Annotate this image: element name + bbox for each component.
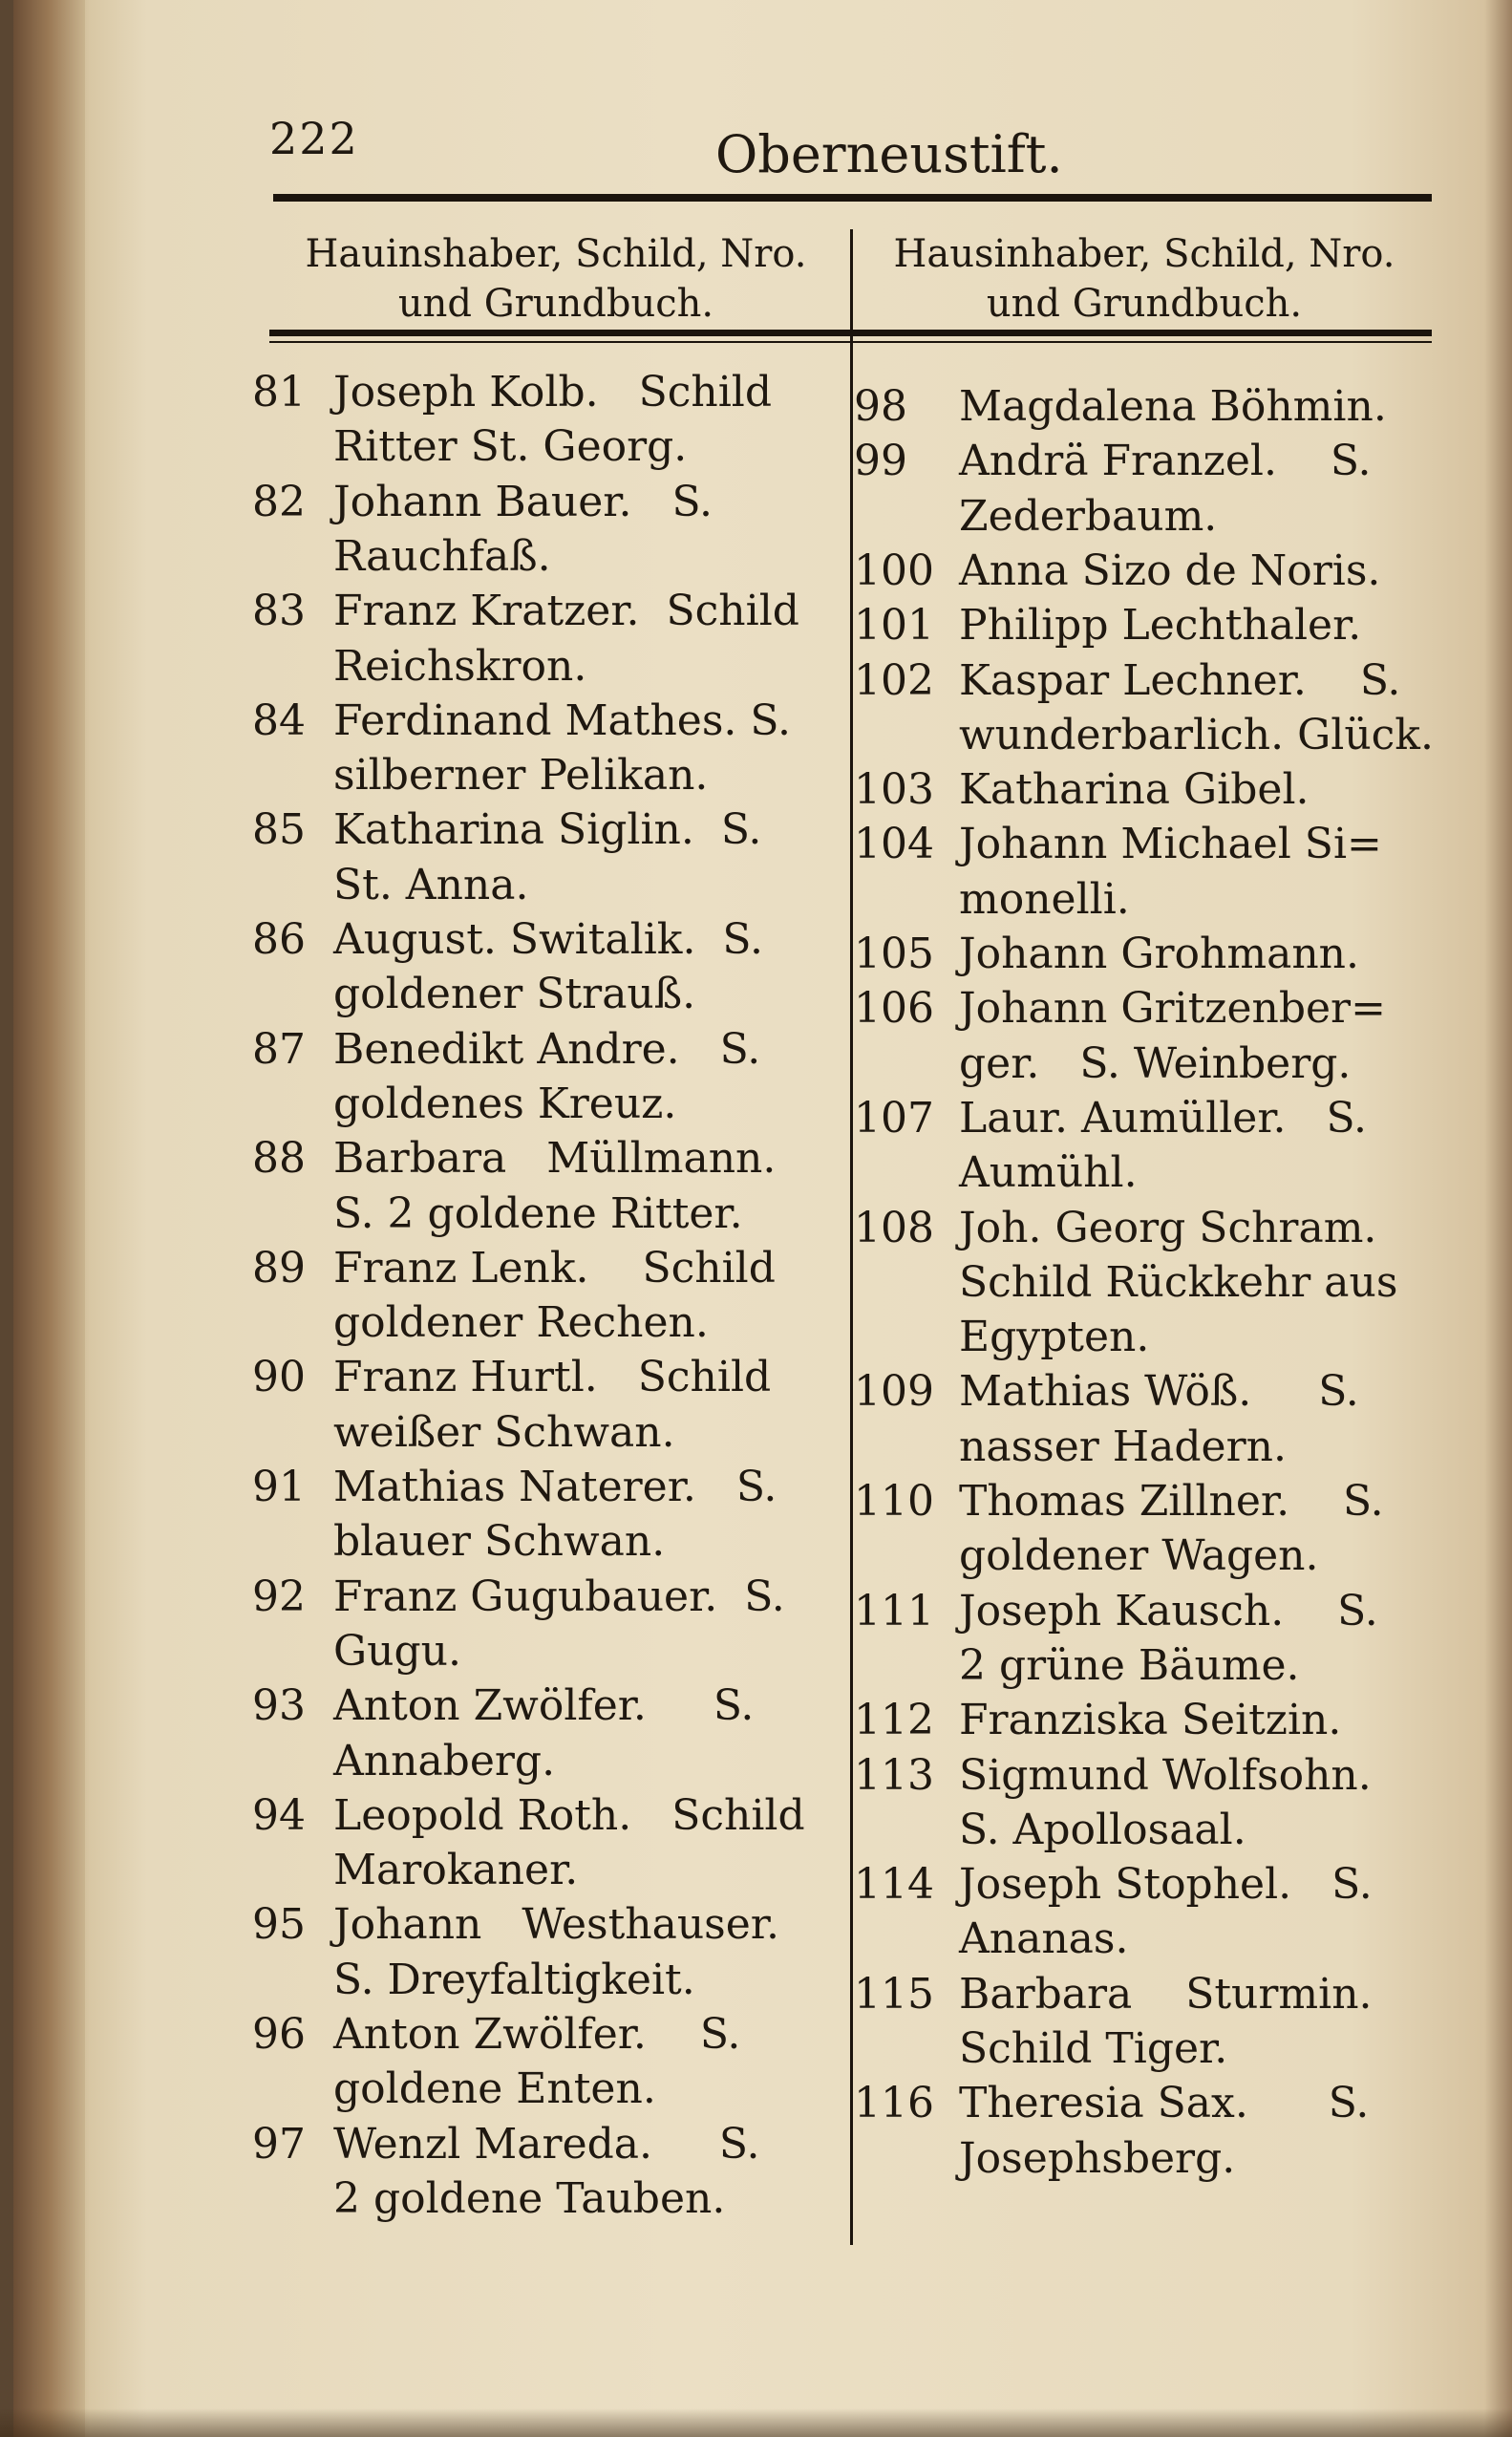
entry-text-line: Sigmund Wolfsohn.	[959, 1750, 1372, 1800]
entry-text-line: Anton Zwölfer. S.	[333, 1681, 755, 1731]
entry-text-line: goldenes Kreuz.	[333, 1079, 677, 1128]
entry-text-line: Thomas Zillner. S.	[959, 1477, 1384, 1526]
entry-text-line: Johann Bauer. S.	[333, 477, 713, 526]
top-rule	[273, 194, 1432, 202]
entry-text-line: monelli.	[959, 874, 1130, 924]
entry-number: 84	[252, 695, 306, 745]
column-header-left	[269, 229, 842, 329]
column-header-right-line: und Grundbuch.	[986, 282, 1303, 326]
entry-text-line: goldener Rechen.	[333, 1298, 709, 1348]
entry-text-line: Reichskron.	[333, 641, 587, 691]
entry-text-line: Theresia Sax. S.	[959, 2079, 1370, 2128]
entry-text-line: Franz Kratzer. Schild	[333, 587, 799, 636]
entry-number: 83	[252, 587, 306, 636]
entry-text-line: Johann Michael Si=	[959, 820, 1382, 869]
entry-number: 100	[854, 545, 934, 595]
column-header-left-line: und Grundbuch.	[397, 282, 714, 326]
entry-number: 97	[252, 2119, 306, 2169]
entry-text-line: Mathias Naterer. S.	[333, 1463, 777, 1511]
entry-text-line: wunderbarlich. Glück.	[959, 710, 1434, 759]
entry-number: 86	[252, 915, 306, 964]
entry-text-line: Katharina Gibel.	[959, 765, 1310, 815]
entry-number: 116	[854, 2079, 934, 2128]
entry-text-line: nasser Hadern.	[959, 1422, 1287, 1471]
entry-text-line: Andrä Franzel. S.	[959, 437, 1372, 486]
entry-text-line: Johann Gritzenber=	[959, 984, 1386, 1034]
entry-text-line: Mathias Wöß. S.	[959, 1367, 1359, 1417]
entry-text-line: Franz Hurtl. Schild	[333, 1353, 772, 1402]
entry-text-line: Schild Tiger.	[959, 2024, 1228, 2073]
column-header-right	[858, 229, 1431, 329]
entry-number: 95	[252, 1900, 306, 1950]
entry-text-line: Barbara Sturmin.	[959, 1969, 1373, 2019]
entry-number: 109	[854, 1367, 934, 1417]
entry-number: 101	[854, 601, 934, 651]
entry-text-line: Joseph Stophel. S.	[959, 1860, 1373, 1910]
entry-number: 112	[854, 1696, 934, 1745]
entry-number: 92	[252, 1571, 306, 1621]
entry-text-line: S. Apollosaal.	[959, 1805, 1246, 1854]
entry-number: 98	[854, 382, 907, 431]
entry-text-line: Barbara Müllmann.	[333, 1134, 777, 1184]
entry-text-line: Magdalena Böhmin.	[959, 382, 1387, 431]
entry-number: 88	[252, 1134, 306, 1184]
entry-number: 106	[854, 984, 934, 1034]
entry-number: 108	[854, 1203, 934, 1252]
entry-number: 102	[854, 655, 934, 705]
entry-text-line: Franz Gugubauer. S.	[333, 1571, 785, 1621]
entry-text-line: Philipp Lechthaler.	[959, 601, 1362, 651]
column-header-left-line: Hauinshaber, Schild, Nro.	[305, 232, 807, 276]
entry-number: 114	[854, 1860, 934, 1910]
entry-number: 113	[854, 1750, 934, 1800]
entry-number: 111	[854, 1586, 934, 1635]
entry-text-line: ger. S. Weinberg.	[959, 1038, 1352, 1088]
running-head: Oberneustift.	[715, 124, 1063, 184]
entry-number: 85	[252, 805, 306, 855]
entry-text-line: Egypten.	[959, 1313, 1150, 1362]
entry-number: 105	[854, 930, 934, 978]
entry-text-line: Joh. Georg Schram.	[959, 1203, 1377, 1252]
entry-number: 99	[854, 437, 907, 486]
column-header-right-line: Hausinhaber, Schild, Nro.	[893, 232, 1395, 276]
entry-text-line: Ananas.	[959, 1914, 1129, 1964]
entry-text-line: Wenzl Mareda. S.	[333, 2119, 760, 2169]
entry-text-line: Josephsberg.	[959, 2133, 1236, 2183]
entry-text-line: weißer Schwan.	[333, 1407, 675, 1457]
entry-text-line: silberner Pelikan.	[333, 751, 709, 801]
entry-text-line: Anna Sizo de Noris.	[959, 545, 1381, 595]
entry-text-line: goldene Enten.	[333, 2064, 656, 2114]
entry-text-line: Katharina Siglin. S.	[333, 805, 762, 855]
entry-text-line: Joseph Kausch. S.	[959, 1586, 1378, 1635]
entry-number: 82	[252, 477, 306, 526]
entry-number: 115	[854, 1969, 934, 2019]
entry-number: 81	[252, 368, 306, 417]
entry-text-line: Gugu.	[333, 1626, 461, 1676]
entry-text-line: Benedikt Andre. S.	[333, 1024, 761, 1074]
entry-text-line: goldener Wagen.	[959, 1531, 1319, 1581]
entry-number: 104	[854, 820, 934, 869]
entry-text-line: 2 goldene Tauben.	[333, 2173, 726, 2223]
entry-number: 91	[252, 1463, 306, 1511]
entry-text-line: Rauchfaß.	[333, 531, 551, 581]
entry-text-line: Leopold Roth. Schild	[333, 1790, 805, 1840]
entry-text-line: Aumühl.	[959, 1148, 1138, 1198]
entry-number: 90	[252, 1353, 306, 1402]
entry-text-line: Johann Grohmann.	[959, 930, 1359, 978]
entry-text-line: Joseph Kolb. Schild	[333, 368, 773, 417]
column-divider	[850, 229, 853, 2245]
entry-text-line: Johann Westhauser.	[333, 1900, 779, 1950]
entry-text-line: Franz Lenk. Schild	[333, 1243, 776, 1293]
entry-number: 93	[252, 1681, 306, 1731]
book-page	[13, 0, 1512, 2437]
entry-text-line: Schild Rückkehr aus	[959, 1257, 1398, 1307]
entry-text-line: Kaspar Lechner. S.	[959, 655, 1401, 705]
entry-text-line: Annaberg.	[333, 1736, 556, 1785]
entry-text-line: S. 2 goldene Ritter.	[333, 1188, 743, 1238]
entry-text-line: Ritter St. Georg.	[333, 422, 688, 472]
entry-text-line: Anton Zwölfer. S.	[333, 2010, 741, 2059]
entry-text-line: Ferdinand Mathes. S.	[333, 695, 791, 745]
entry-text-line: goldener Strauß.	[333, 970, 696, 1019]
page-number: 222	[269, 113, 359, 164]
entry-text-line: Zederbaum.	[959, 491, 1218, 541]
entry-number: 96	[252, 2010, 306, 2059]
book-spine	[13, 0, 85, 2437]
entry-number: 110	[854, 1477, 934, 1526]
entry-text-line: blauer Schwan.	[333, 1517, 666, 1567]
page-bottom-edge	[0, 2408, 1512, 2437]
entry-number: 103	[854, 765, 934, 815]
entry-text-line: S. Dreyfaltigkeit.	[333, 1955, 695, 2004]
entry-text-line: August. Switalik. S.	[333, 915, 763, 964]
entry-number: 94	[252, 1790, 306, 1840]
entry-text-line: Laur. Aumüller. S.	[959, 1093, 1368, 1143]
entry-text-line: St. Anna.	[333, 860, 529, 909]
entry-number: 89	[252, 1243, 306, 1293]
entry-number: 87	[252, 1024, 306, 1074]
entry-text-line: 2 grüne Bäume.	[959, 1640, 1300, 1690]
entry-text-line: Franziska Seitzin.	[959, 1696, 1342, 1745]
entry-text-line: Marokaner.	[333, 1846, 579, 1895]
entry-number: 107	[854, 1093, 934, 1143]
